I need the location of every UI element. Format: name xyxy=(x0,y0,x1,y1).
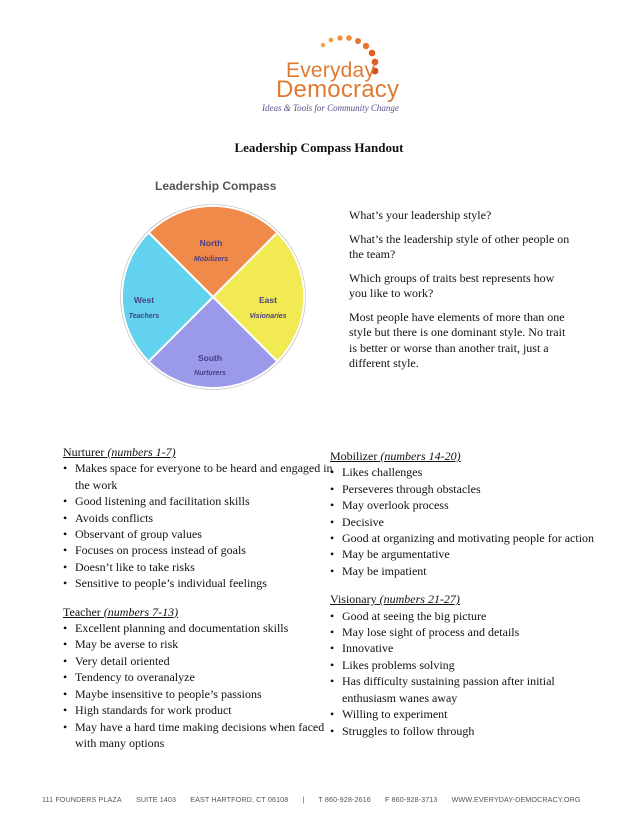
compass-west-direction: West xyxy=(133,295,155,305)
compass-wheel xyxy=(118,175,318,400)
list-item: • High standards for work product xyxy=(63,702,333,718)
list-item: • Good at organizing and motivating people for action xyxy=(330,530,600,546)
footer-suite: SUITE 1403 xyxy=(135,795,177,804)
visionary-range: (numbers 21-27) xyxy=(379,592,460,607)
list-item: • May overlook process xyxy=(330,497,600,513)
page-title: Leadership Compass Handout xyxy=(234,140,404,155)
list-item: • Avoids conflicts xyxy=(63,510,333,526)
mobilizer-heading xyxy=(330,448,600,464)
footer-website: WWW.EVERYDAY-DEMOCRACY.ORG xyxy=(451,795,581,804)
compass-north-label: Mobilizers xyxy=(193,256,229,263)
list-item: • May have a hard time making decisions when faced with many options xyxy=(63,719,333,752)
compass-south-label: Nurturers xyxy=(194,370,226,377)
list-item: • Good listening and facilitation skills xyxy=(63,493,333,509)
compass-east-direction: East xyxy=(259,295,277,305)
list-item: • May be impatient xyxy=(330,563,600,579)
intro-paragraph: What’s the leadership style of other people on the team? xyxy=(349,231,570,261)
mobilizer-name: Mobilizer xyxy=(330,449,378,463)
footer-address: 111 FOUNDERS PLAZA xyxy=(42,795,122,804)
footer-separator: | xyxy=(302,795,305,804)
logo-tagline: Ideas & Tools for Community Change xyxy=(262,103,399,113)
list-item: • Maybe insensitive to people’s passions xyxy=(63,686,333,702)
intro-paragraph: Which groups of traits best represents how you like to work? xyxy=(349,270,555,300)
leadership-compass-figure xyxy=(118,175,318,400)
teacher-range: (numbers 7-13) xyxy=(103,604,179,619)
nurturer-heading xyxy=(63,444,333,460)
teacher-heading xyxy=(63,604,333,620)
list-item: • May be averse to risk xyxy=(63,636,333,652)
mobilizer-range: (numbers 14-20) xyxy=(380,449,461,463)
logo-wordmark-democracy: Democracy xyxy=(276,76,400,103)
list-item: • Sensitive to people’s individual feelings xyxy=(63,575,333,591)
nurturer-name: Nurturer xyxy=(63,445,105,459)
page-footer xyxy=(42,795,602,804)
everyday-democracy-logo xyxy=(255,28,425,112)
list-item: • Willing to experiment xyxy=(330,706,600,722)
left-column xyxy=(63,444,333,763)
visionary-section xyxy=(330,591,600,739)
compass-north-direction: North xyxy=(199,238,223,248)
list-item: • May lose sight of process and details xyxy=(330,624,600,640)
list-item: • Very detail oriented xyxy=(63,653,333,669)
intro-paragraph: Most people have elements of more than one style but there is one dominant style. No trait is better or worse than another trait, just a different style. xyxy=(349,309,566,370)
teacher-section xyxy=(63,604,333,752)
footer-phone: T 860-928-2616 xyxy=(318,795,371,804)
mobilizer-section xyxy=(330,448,600,579)
list-item: • Struggles to follow through xyxy=(330,723,600,739)
list-item: • Excellent planning and documentation skills xyxy=(63,620,333,636)
compass-west-label: Teachers xyxy=(128,313,160,320)
intro-paragraph: What’s your leadership style? xyxy=(349,208,492,222)
compass-east-label: Visionaries xyxy=(249,313,287,320)
footer-city: EAST HARTFORD, CT 06108 xyxy=(190,795,289,804)
visionary-heading xyxy=(330,591,600,607)
compass-title: Leadership Compass xyxy=(155,179,277,193)
nurturer-section xyxy=(63,444,333,592)
list-item: • Innovative xyxy=(330,640,600,656)
logo-wordmark-everyday: Everyday xyxy=(286,59,376,82)
list-item: • Focuses on process instead of goals xyxy=(63,542,333,558)
teacher-name: Teacher xyxy=(63,604,101,619)
compass-south-direction: South xyxy=(197,353,223,363)
list-item: • Decisive xyxy=(330,514,600,530)
list-item: • Good at seeing the big picture xyxy=(330,608,600,624)
visionary-name: Visionary xyxy=(330,592,377,607)
intro-questions xyxy=(349,208,574,380)
list-item: • Likes challenges xyxy=(330,464,600,480)
list-item: • May be argumentative xyxy=(330,546,600,562)
list-item: • Perseveres through obstacles xyxy=(330,481,600,497)
nurturer-range: (numbers 1-7) xyxy=(107,445,176,459)
list-item: • Observant of group values xyxy=(63,526,333,542)
list-item: • Likes problems solving xyxy=(330,657,600,673)
list-item: • Makes space for everyone to be heard and engaged in the work xyxy=(63,460,333,493)
list-item: • Tendency to overanalyze xyxy=(63,669,333,685)
list-item: • Has difficulty sustaining passion after initial enthusiasm wanes away xyxy=(330,673,600,706)
list-item: • Doesn’t like to take risks xyxy=(63,559,333,575)
footer-fax: F 860-928-3713 xyxy=(384,795,438,804)
right-column xyxy=(330,448,600,751)
